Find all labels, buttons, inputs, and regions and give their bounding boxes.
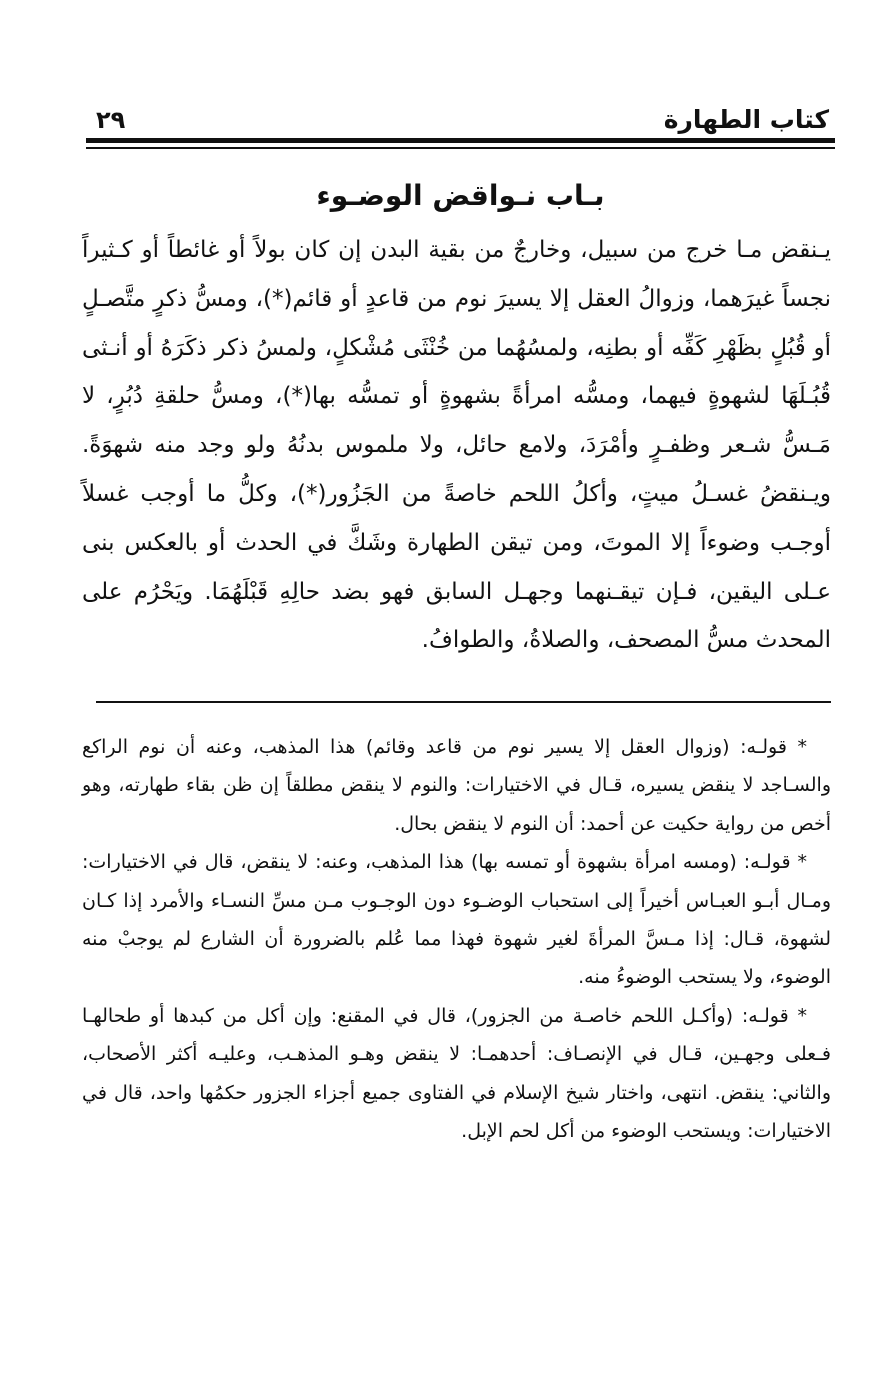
footnotes [82, 728, 831, 1150]
footnote: * قولـه: (ومسه امرأة بشهوة أو تمسه بها) هذا المذهب، وعنه: لا ينقض، قال في الاختيارات: ومـال أبـو العبـاس أخيراً إلى استحباب الوضـوء دون الوجـوب مـن مسِّ النسـاء والأمرد إذا كـان لشهوة، قـال: إذا مـسَّ المرأةَ لغير شهوة فهذا مما عُلم بالضرورة أن الشارع لم يوجبْ منه الوضوء، ولا يستحب الوضوءُ منه. [82, 851, 831, 989]
page-number: ٢٩ [96, 106, 126, 134]
main-text: يـنقض مـا خرج من سبيل، وخارجٌ من بقية البدن إن كان بولاً أو غائطاً أو كـثيراً نجساً غيرَهما، وزوالُ العقل إلا يسيرَ نوم من قاعدٍ أو قائم(*)، ومسُّ ذكرٍ متَّصـلٍ أو قُبُلٍ بظَهْرِ كَفِّه أو بطنِه، ولمسُهُما من خُنْثَى مُشْكلٍ، ولمسُ ذكر ذكَرَهُ أو أنـثى قُبُـلَهَا لشهوةٍ فيهما، ومسُّه امرأةً بشهوةٍ أو تمسُّه بها(*)، ومسُّ حلقةِ دُبُرٍ، لا مَـسُّ شـعر وظفـرٍ وأمْرَدَ، ولامع حائل، ولا ملموس بدنُهُ ولو وجد منه شهوَةً. ويـنقضُ غسـلُ ميتٍ، وأكلُ اللحم خاصةً من الجَزُور(*)، وكلُّ ما أوجب غسلاً أوجـب وضوءاً إلا الموتَ، ومن تيقن الطهارة وشَكَّ في الحدث أو بالعكس بنى عـلى اليقين، فـإن تيقـنهما وجهـل السابق فهو بضد حالِهِ قَبْلَهُمَا. ويَحْرُم على المحدث مسُّ المصحف، والصلاةُ، والطوافُ. [82, 237, 831, 654]
running-header [96, 92, 829, 132]
chapter-heading: بـاب نـواقض الوضـوء [316, 179, 605, 212]
header-title: كتاب الطهارة [663, 105, 829, 134]
header-rule-thick [86, 138, 835, 143]
footnote-divider [96, 701, 831, 703]
footnote: * قولـه: (وزوال العقل إلا يسير نوم من قاعد وقائم) هذا المذهب، وعنه أن نوم الراكع والسـاجد لا ينقض يسيره، قـال في الاختيارات: والنوم لا ينقض مطلقاً إن ظن بقاء طهارته، وهو أخص من رواية حكيت عن أحمد: أن النوم لا ينقض بحال. [82, 736, 831, 835]
footnote: * قولـه: (وأكـل اللحم خاصـة من الجزور)، قال في المقنع: وإن أكل من كبدها أو طحالهـا فـعلى وجهـين، قـال في الإنصـاف: أحدهمـا: لا ينقض وهـو المذهـب، وعليـه أكثر الأصحاب، والثاني: ينقض. انتهى، واختار شيخ الإسلام في الفتاوى جميع أجزاء الجزور حكمُها واحد، قال في الاختيارات: ويستحب الوضوء من أكل لحم الإبل. [82, 1004, 831, 1143]
header-rule-thin [86, 147, 835, 149]
